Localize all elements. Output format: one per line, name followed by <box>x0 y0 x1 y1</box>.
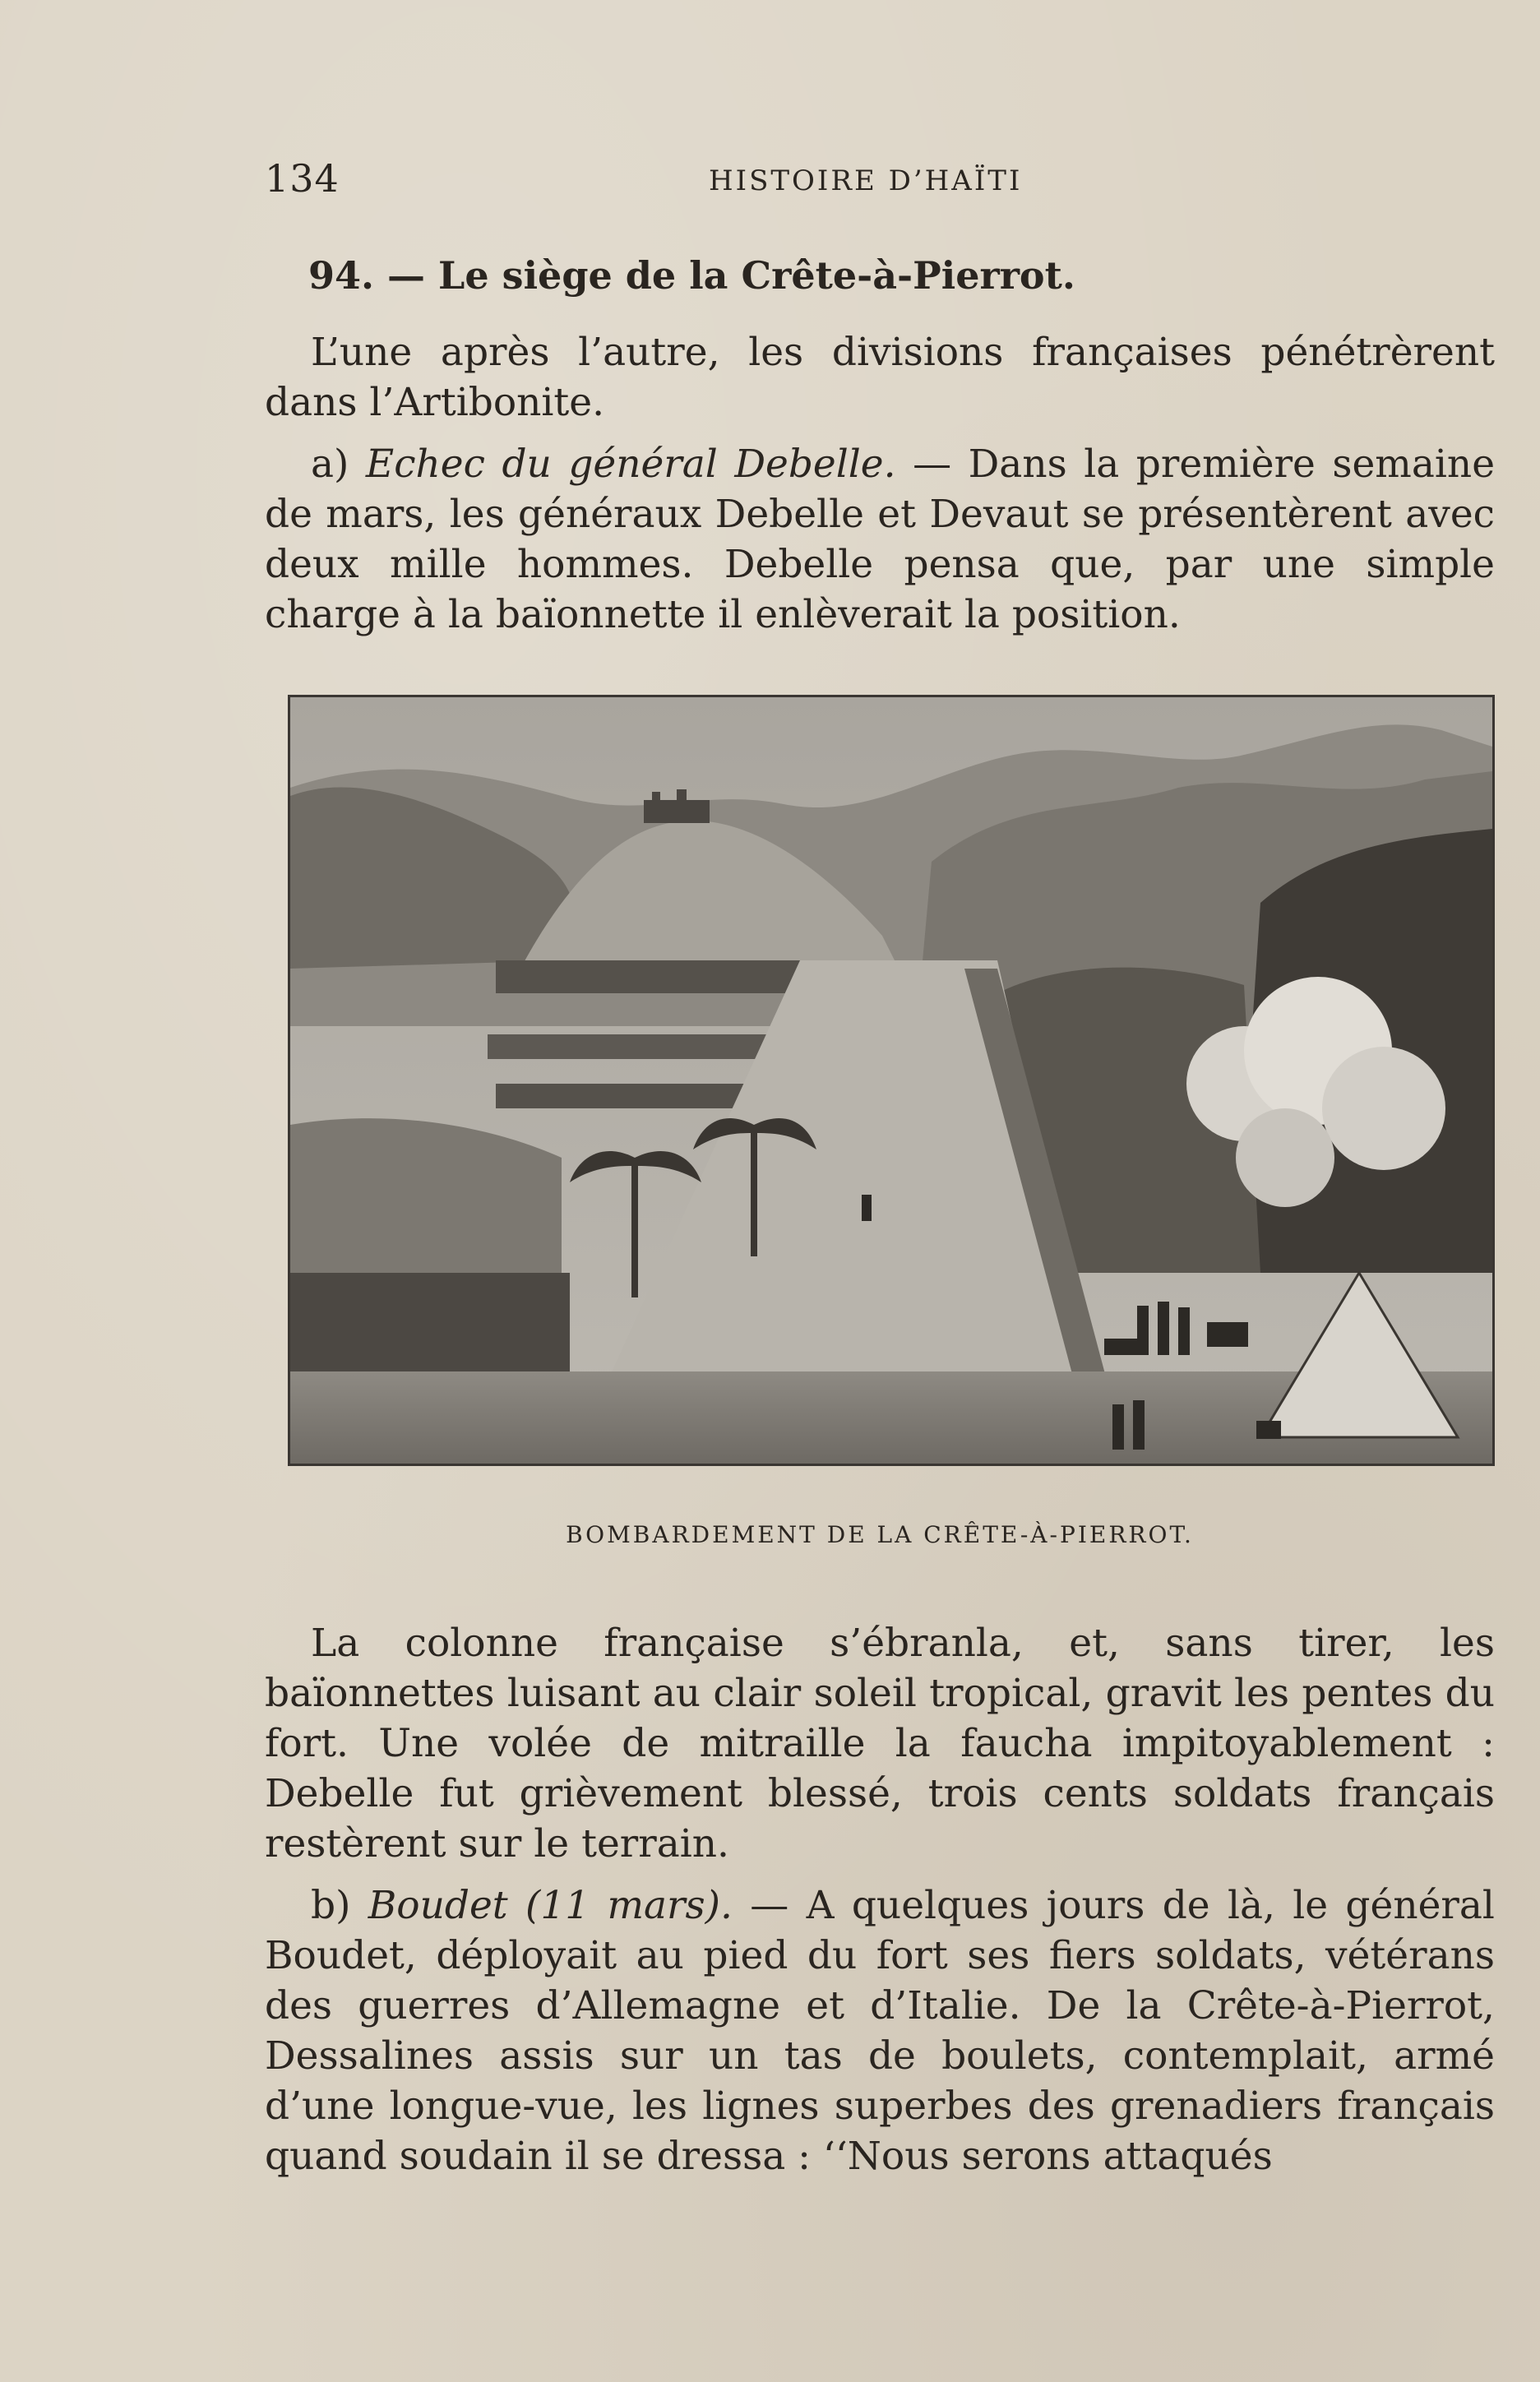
page-header <box>265 156 1498 206</box>
paragraph-text: — A quelques jours de là, le général Boudet, déployait au pied du fort ses fiers soldats, vétérans des guerres d’Allemagne et d’Italie. De la Crête-à-Pierrot, Dessalines assis sur un tas de boulets, contemplait, armé d’une longue-vue, les lignes superbes des grenadiers français quand soudain il se dressa : ‘‘Nous serons attaqués <box>265 1883 1495 2179</box>
figure-caption: BOMBARDEMENT DE LA CRÊTE-À-PIERROT. <box>566 1521 1194 1548</box>
paragraph-title: Echec du général Debelle. <box>365 442 896 487</box>
paragraph-title: Boudet <box>368 1883 508 1928</box>
paragraph-date: (11 mars). <box>525 1883 733 1928</box>
paragraph-debelle <box>265 439 1495 640</box>
text-block-top <box>265 327 1495 651</box>
engraving-illustration <box>288 695 1495 1466</box>
page-number: 134 <box>265 156 340 201</box>
section-heading: 94. — Le siège de la Crête-à-Pierrot. <box>308 253 1075 298</box>
paragraph-label: a) <box>311 442 349 487</box>
running-title: HISTOIRE D’HAÏTI <box>709 164 1023 197</box>
paragraph-label: b) <box>311 1883 351 1928</box>
paragraph-boudet <box>265 1880 1495 2181</box>
paragraph-charge: La colonne française s’ébranla, et, sans tirer, les baïonnettes luisant au clair soleil tropical, gravit les pentes du fort. Une volée de mitraille la faucha impitoyablement : Debelle fut grièvement blessé, trois cents soldats français restèrent sur le terrain. <box>265 1621 1495 1866</box>
paragraph-intro: L’une après l’autre, les divisions françaises pénétrèrent dans l’Artibonite. <box>265 330 1495 425</box>
paragraph-text: — Dans la première semaine de mars, les généraux Debelle et Devaut se présentèrent avec deux mille hommes. Debelle pensa que, par une simple charge à la baïonnette il enlèverait la position. <box>265 442 1496 637</box>
engraving-drawing <box>290 697 1492 1464</box>
text-block-bottom <box>265 1618 1495 2193</box>
